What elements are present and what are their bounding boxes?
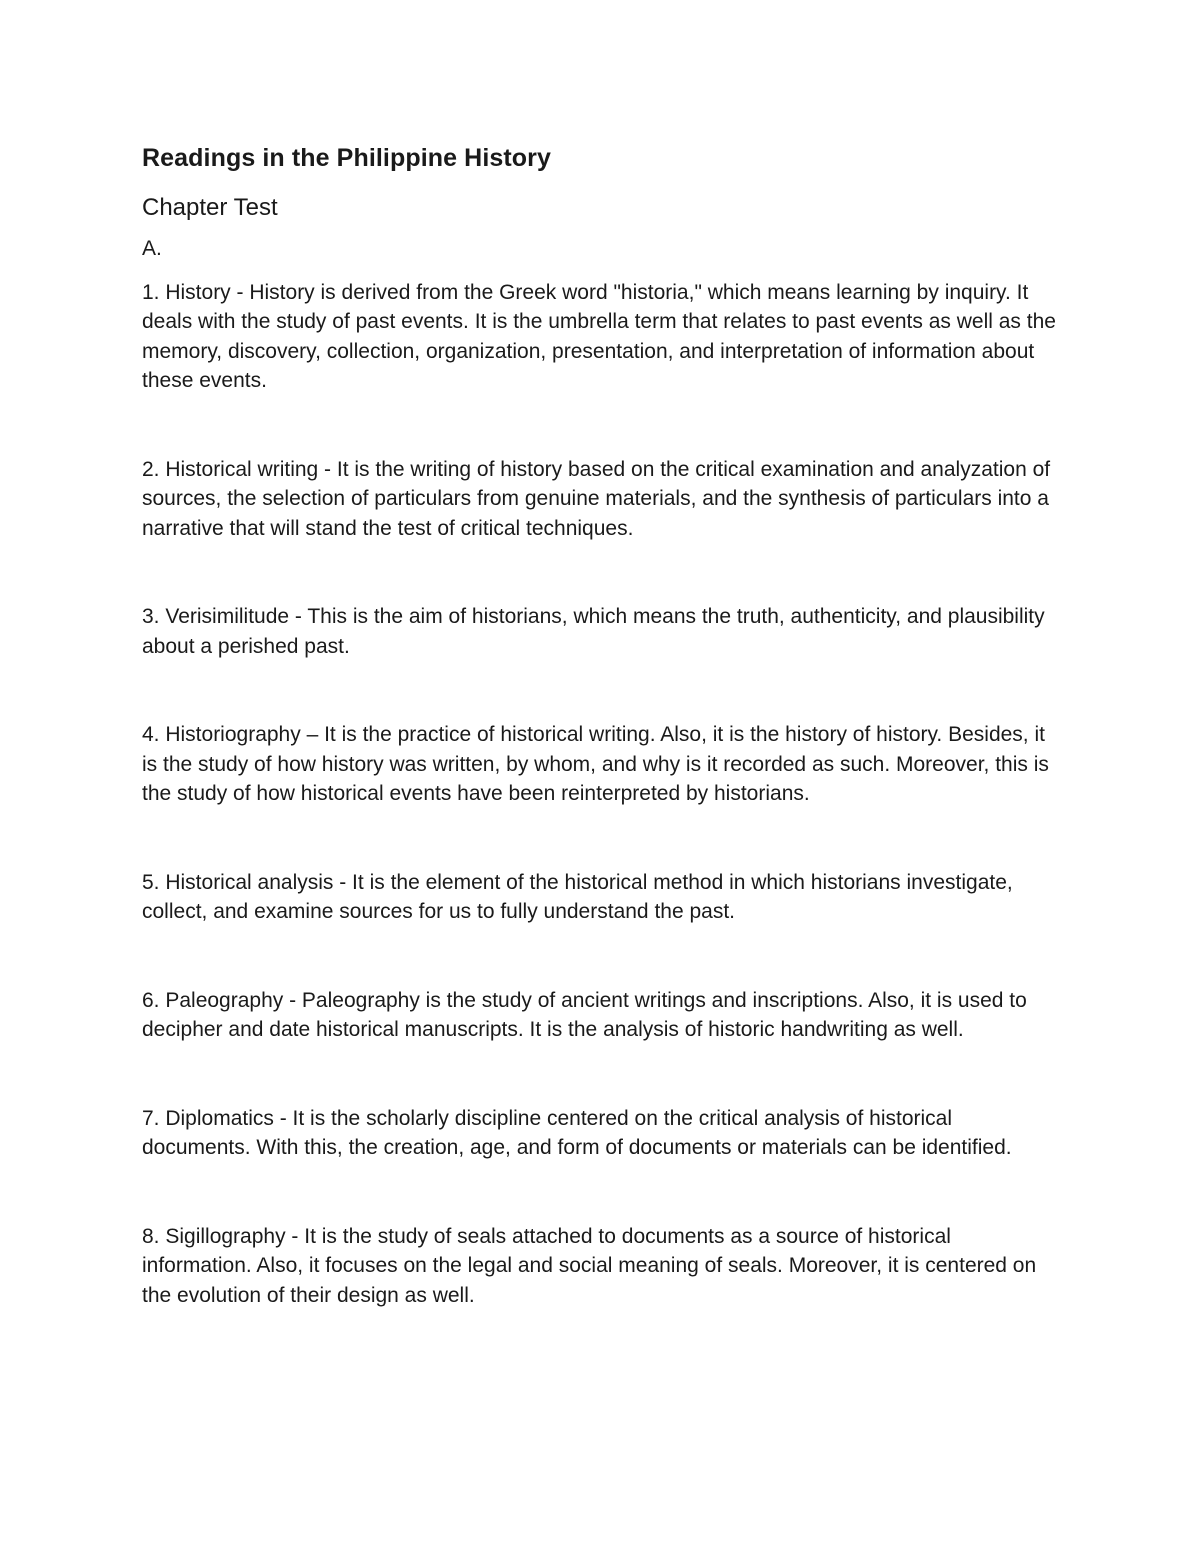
document-body [142, 138, 1062, 1369]
definition-item-paleography: 6. Paleography - Paleography is the study of ancient writings and inscriptions. Also, it is used to decipher and date historical manuscripts. It is the analysis of historic handwriting as well. [142, 988, 1027, 1041]
definition-item-sigillography: 8. Sigillography - It is the study of seals attached to documents as a source of historical information. Also, it focuses on the legal and social meaning of seals. Moreover, it is centered on the evolution of their design as well. [142, 1224, 1037, 1307]
section-label: A. [142, 237, 162, 260]
definition-item-historiography: 4. Historiography – It is the practice of historical writing. Also, it is the history of history. Besides, it is the study of how history was written, by whom, and why is it recorded as such. Moreover, this is the study of how historical events have been reinterpreted by historians. [142, 723, 1049, 805]
definition-item-diplomatics: 7. Diplomatics - It is the scholarly discipline centered on the critical analysis of historical documents. With this, the creation, age, and form of documents or materials can be identified. [142, 1106, 1012, 1159]
definition-list [142, 278, 1062, 1311]
definition-item-verisimilitude: 3. Verisimilitude - This is the aim of historians, which means the truth, authenticity, and plausibility about a perished past. [142, 605, 1045, 658]
chapter-subtitle: Chapter Test [142, 194, 278, 221]
definition-item-historical-analysis: 5. Historical analysis - It is the element of the historical method in which historians investigate, collect, and examine sources for us to fully understand the past. [142, 870, 1013, 923]
definition-item-history: 1. History - History is derived from the Greek word "historia," which means learning by inquiry. It deals with the study of past events. It is the umbrella term that relates to past events as well as the memory, discovery, collection, organization, presentation, and interpretation of information about these events. [142, 280, 1056, 392]
document-title: Readings in the Philippine History [142, 144, 552, 172]
definition-item-historical-writing: 2. Historical writing - It is the writing of history based on the critical examination and analyzation of sources, the selection of particulars from genuine materials, and the synthesis of particulars into a narrative that will stand the test of critical techniques. [142, 457, 1051, 540]
